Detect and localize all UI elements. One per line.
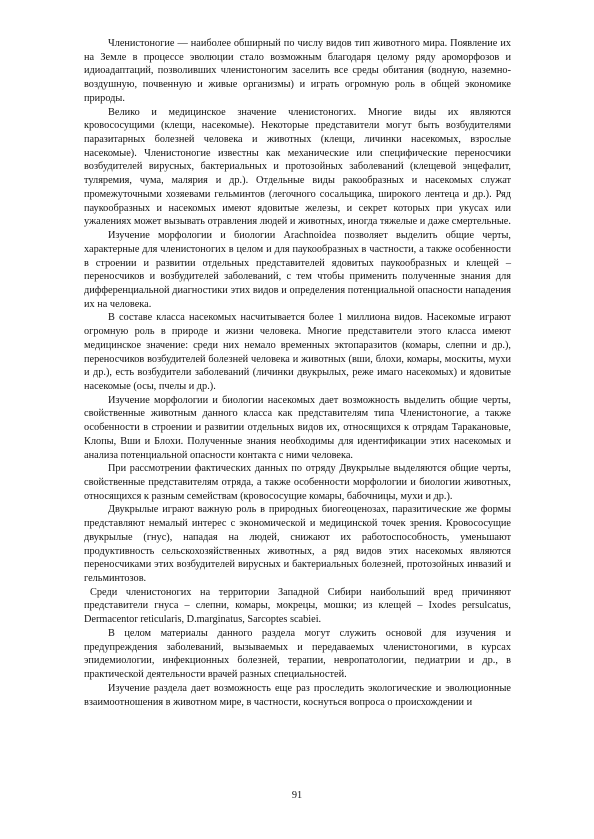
paragraph-medical-significance: Велико и медицинское значение членистоногих. Многие виды их являются кровососущими (клещи, насекомые). Некоторые представители могут быть возбудителями паразитарных болезней человека и животных (клещи, личинки насекомых, взрослые насекомые). Членистоногие известны как механические или специфические переносчики возбудителей вирусных, бактериальных и протозойных заболеваний (клещевой энцефалит, туляремия, чума, малярия и др.). Отдельные виды ракообразных и насекомых служат промежуточными хозяевами гельминтов (легочного сосальщика, широкого лентеца и др.). Ряд паукообразных и насекомых имеют ядовитые железы, и секрет которых при укусах или ужалениях может вызывать отравления людей и животных, иногда тяжелые и даже смертельные. (84, 106, 511, 228)
paragraph-materials: В целом материалы данного раздела могут служить основой для изучения и предупреждения заболеваний, вызываемых и передаваемых членистоногими, в курсах эпидемиологии, инфекционных болезней, терапии, невропатологии, педиатрии и др., в практической деятельности врачей разных специальностей. (84, 627, 511, 681)
page-number: 91 (291, 790, 303, 801)
paragraph-insects-study: Изучение морфологии и биологии насекомых дает возможность выделить общие черты, свойственные животным данного класса как представителям типа Членистоногие, а также особенности в строении и развитии отдельных видов их, относящихся к отрядам Таракановые, Клопы, Вши и Блохи. Полученные знания необходимы для идентификации этих насекомых и анализа потенциальной опасности контакта с ними человека. (84, 394, 511, 461)
paragraph-arachnoidea: Изучение морфологии и биологии Arachnoidea позволяет выделить общие черты, характерные для членистоногих в целом и для паукообразных в частности, а также особенности в строении и развитии отдельных представителей ядовитых паукообразных и клещей – переносчиков и возбудителей заболеваний, с тем чтобы применить полученные знания для дифференциальной диагностики этих видов и определения потенциальной опасности нападения их на человека. (84, 230, 511, 310)
paragraph-diptera: При рассмотрении фактических данных по отряду Двукрылые выделяются общие черты, свойственные представителям отряда, а также особенности морфологии и биологии животных, относящихся к разным семействам (кровососущие комары, бабочницы, мухи и др.). (84, 463, 511, 502)
paragraph-western-siberia: Среди членистоногих на территории Западной Сибири наибольший вред причиняют представители гнуса – слепни, комары, мокрецы, мошки; из клещей – Ixodes persulcatus, Dermacentor reticularis, D.marginatus, Sarcoptes scabiei. (84, 586, 511, 626)
paragraph-diptera-role: Двукрылые играют важную роль в природных биогеоценозах, паразитические же формы представляют немалый интерес с экономической и медицинской точек зрения. Кровососущие двукрылые (гнус), нападая на людей, снижают их работоспособность, уменьшают продуктивность сельскохозяйственных животных, а ряд видов этих насекомых являются переносчиками этих возбудителей вирусных и бактериальных болезней, протозойных инвазий и гельминтозов. (84, 504, 511, 585)
paragraph-intro: Членистоногие — наиболее обширный по числу видов тип животного мира. Появление их на Земле в процессе эволюции стало возможным благодаря целому ряду ароморфозов и идиоадаптаций, позволивших членистоногим заселить все среды обитания (водную, наземно-воздушную, почвенную и живые организмы) и играть огромную роль в общей экономике природы. (84, 38, 511, 104)
page-body (84, 37, 511, 709)
paragraph-evolution: Изучение раздела дает возможность еще раз проследить экологические и эволюционные взаимоотношения в животном мире, в частности, коснуться вопроса о происхождении и (84, 682, 511, 708)
paragraph-insects-class: В составе класса насекомых насчитывается более 1 миллиона видов. Насекомые играют огромную роль в природе и жизни человека. Многие представители этого класса имеют медицинское значение: среди них немало временных эктопаразитов (комары, слепни и др.), переносчиков возбудителей болезней человека и животных (вши, блохи, комары, москиты, мухи и др.), есть возбудители заболеваний (личинки двукрылых, реже имаго насекомых) и ядовитые насекомые (осы, пчелы и др.). (84, 312, 511, 392)
